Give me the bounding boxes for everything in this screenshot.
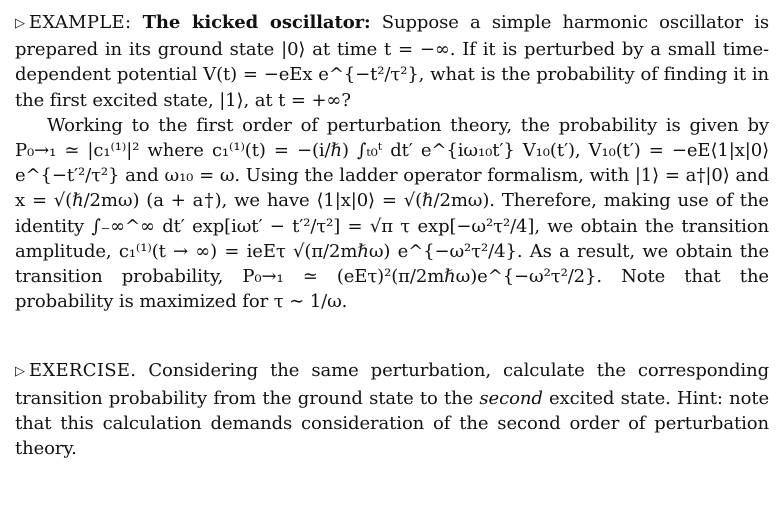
exercise-text-before: Considering the same perturbation, calculate the corresponding transition probability from the ground state to the <box>15 360 769 409</box>
section-spacer <box>15 314 769 358</box>
exercise-paragraph <box>15 358 769 461</box>
exercise-text-after: excited state. Hint: note that this calculation demands consideration of the second order of perturbation theory. <box>15 387 770 460</box>
example-title: The kicked oscillator: <box>142 12 371 33</box>
example-paragraph <box>15 10 769 113</box>
triangle-marker-icon: ▷ <box>15 364 25 380</box>
exercise-emphasis: second <box>479 387 543 409</box>
example-label: EXAMPLE: <box>28 12 132 33</box>
document-page <box>15 10 769 461</box>
solution-text: Working to the first order of perturbation theory, the probability is given by P₀→₁ ≃ |c₁⁽¹⁾|² where c₁⁽¹⁾(t) = −(i/ℏ) ∫ₜ₀ᵗ dt′ e^{iω₁₀t′} V₁₀(t′), V₁₀(t′) = −eE⟨1|x|0⟩e^{−t′²/τ²} and ω₁₀ = ω. Using the ladder operator formalism, with |1⟩ = a†|0⟩ and x = √(ℏ/2mω) (a + a†), we have ⟨1|x|0⟩ = √(ℏ/2mω). Therefore, making use of the identity ∫₋∞^∞ dt′ exp[iωt′ − t′²/τ²] = √π τ exp[−ω²τ²/4], we obtain the transition amplitude, c₁⁽¹⁾(t → ∞) = ieEτ √(π/2mℏω) e^{−ω²τ²/4}. As a result, we obtain the transition probability, P₀→₁ ≃ (eEτ)²(π/2mℏω)e^{−ω²τ²/2}. Note that the probability is maximized for τ ∼ 1/ω. <box>15 114 769 313</box>
triangle-marker-icon: ▷ <box>15 16 25 31</box>
example-text: Suppose a simple harmonic oscillator is prepared in its ground state |0⟩ at time t = −∞. If it is perturbed by a small time-dependent potential V(t) = −eEx e^{−t²/τ²}, what is the probability of finding it in the first excited state, |1⟩, at t = +∞? <box>15 12 770 111</box>
exercise-label: EXERCISE. <box>28 360 137 382</box>
solution-paragraph <box>15 113 769 315</box>
